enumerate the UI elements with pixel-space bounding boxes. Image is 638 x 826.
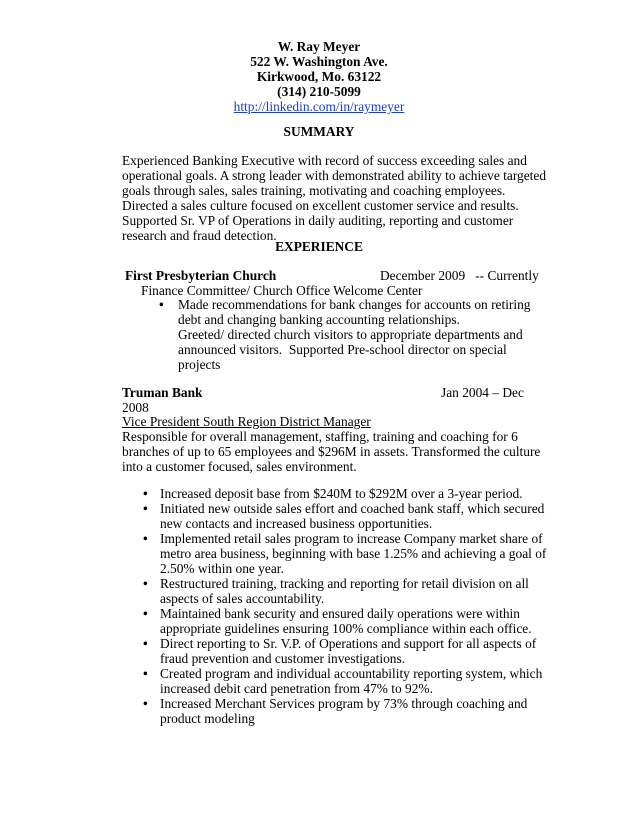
truman-bullet-text: Maintained bank security and ensured daily operations were within appropriate guidelines ensuring 100% compliance within each office. — [160, 606, 532, 636]
truman-bullet-text: Restructured training, tracking and reporting for retail division on all aspects of sales accountability. — [160, 576, 529, 606]
list-item — [143, 531, 550, 576]
truman-title: Vice President South Region District Manager — [122, 414, 371, 429]
bullet-icon: • — [143, 486, 148, 501]
summary-heading: SUMMARY — [283, 124, 355, 139]
truman-bullet-text: Initiated new outside sales effort and coached bank staff, which secured new contacts and increased business opportunities. — [160, 501, 545, 531]
bullet-icon: • — [143, 696, 148, 711]
bullet-icon: • — [143, 666, 148, 681]
contact-address: 522 W. Washington Ave. — [250, 54, 388, 69]
church-continuation: Greeted/ directed church visitors to appropriate departments and announced visitors. Supported Pre-school director on special projects — [178, 327, 527, 372]
list-item — [143, 696, 550, 726]
list-item — [159, 297, 538, 327]
church-dates: December 2009 -- Currently — [380, 268, 539, 283]
contact-city: Kirkwood, Mo. 63122 — [256, 69, 382, 84]
truman-description: Responsible for overall management, staffing, training and coaching for 6 branches of up to 65 employees and $296M in assets. Transformed the culture into a customer focused, sales environment. — [122, 429, 541, 474]
bullet-icon: • — [159, 297, 164, 312]
list-item — [143, 606, 550, 636]
truman-dates: Jan 2004 – Dec — [441, 385, 524, 400]
list-item — [178, 327, 538, 372]
bullet-icon: • — [143, 501, 148, 516]
contact-header — [0, 39, 638, 114]
truman-employer: Truman Bank — [122, 385, 203, 400]
truman-dates-cont: 2008 — [122, 400, 149, 415]
bullet-icon: • — [143, 636, 148, 651]
list-item — [143, 636, 550, 666]
experience-heading: EXPERIENCE — [275, 239, 363, 254]
church-bullet-text: Made recommendations for bank changes for accounts on retiring debt and changing banking accounting relationships. — [178, 297, 531, 327]
bullet-icon: • — [143, 576, 148, 591]
church-role: Finance Committee/ Church Office Welcome Center — [141, 283, 423, 298]
truman-bullet-text: Created program and individual accountability reporting system, which increased debit card penetration from 47% to 92%. — [160, 666, 543, 696]
bullet-icon: • — [143, 531, 148, 546]
contact-phone: (314) 210-5099 — [277, 84, 361, 99]
truman-bullet-text: Increased deposit base from $240M to $292M over a 3-year period. — [160, 486, 523, 501]
contact-name: W. Ray Meyer — [277, 39, 361, 54]
list-item — [143, 501, 550, 531]
truman-bullet-list — [143, 486, 550, 726]
list-item — [143, 666, 550, 696]
linkedin-link[interactable]: http://linkedin.com/in/raymeyer — [233, 99, 405, 114]
church-employer: First Presbyterian Church — [125, 268, 277, 283]
list-item — [143, 486, 550, 501]
bullet-icon: • — [143, 606, 148, 621]
truman-bullet-text: Implemented retail sales program to increase Company market share of metro area business, beginning with base 1.25% and achieving a goal of 2.50% within one year. — [160, 531, 547, 576]
truman-bullet-text: Increased Merchant Services program by 73% through coaching and product modeling — [160, 696, 528, 726]
list-item — [143, 576, 550, 606]
church-bullet-list — [159, 297, 538, 372]
summary-text: Experienced Banking Executive with record of success exceeding sales and operational goals. A strong leader with demonstrated ability to achieve targeted goals through sales, sales training, motivating and coaching employees. Directed a sales culture focused on excellent customer service and results. Supported Sr. VP of Operations in daily auditing, reporting and customer research and fraud detection. — [122, 153, 547, 243]
truman-bullet-text: Direct reporting to Sr. V.P. of Operations and support for all aspects of fraud prevention and customer investigations. — [160, 636, 537, 666]
